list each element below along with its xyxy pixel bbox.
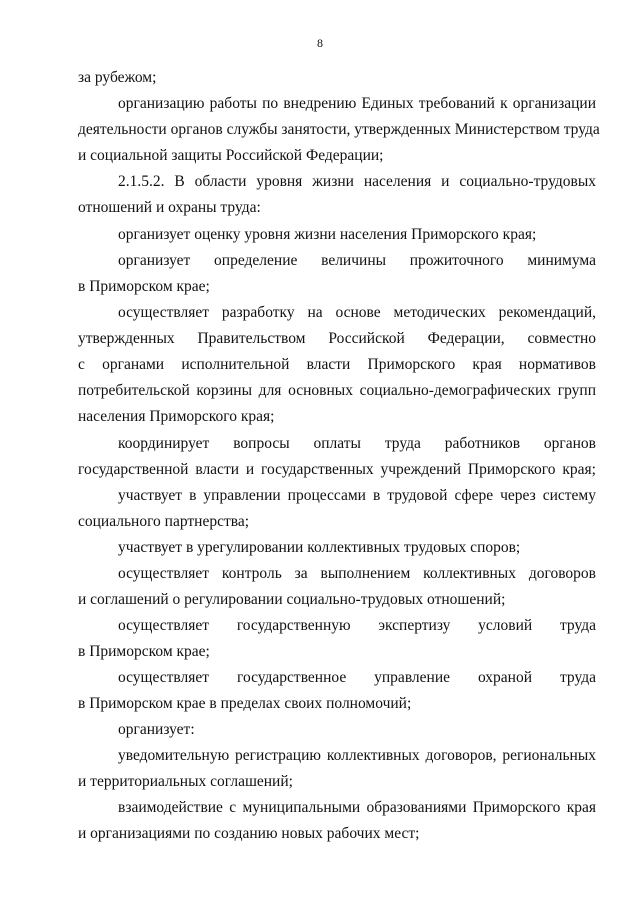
text-line: в Приморском крае; [78,278,210,295]
text-line: государственной власти и государственных учреждений Приморского края; [78,461,596,478]
text-line: деятельности органов службы занятости, утвержденных Министерством труда [78,121,600,138]
text-line: координирует вопросы оплаты труда работников органов [118,435,596,452]
text-line: в Приморском крае в пределах своих полномочий; [78,695,412,712]
text-line: населения Приморского края; [78,408,275,425]
text-line: 2.1.5.2. В области уровня жизни населения и социально-трудовых [118,173,596,190]
text-line: потребительской корзины для основных социально-демографических групп [78,382,596,399]
text-line: осуществляет контроль за выполнением коллективных договоров [118,565,596,582]
text-line: участвует в управлении процессами в трудовой сфере через систему [118,487,596,504]
text-line: организует: [118,721,195,738]
text-line: социального партнерства; [78,513,250,530]
text-line: с органами исполнительной власти Приморского края нормативов [78,356,596,373]
text-line: и социальной защиты Российской Федерации; [78,147,384,164]
text-line: осуществляет государственное управление охраной труда [118,669,596,686]
text-line: утвержденных Правительством Российской Федерации, совместно [78,330,596,347]
text-line: организует оценку уровня жизни населения Приморского края; [118,226,537,243]
text-line: организацию работы по внедрению Единых требований к организации [118,95,596,112]
text-line: осуществляет разработку на основе методических рекомендаций, [118,304,596,321]
text-line: организует определение величины прожиточного минимума [118,252,596,269]
text-line: уведомительную регистрацию коллективных договоров, региональных [118,747,596,764]
text-line: и соглашений о регулировании социально-трудовых отношений; [78,591,506,608]
page-number: 8 [317,36,323,50]
text-line: отношений и охраны труда: [78,199,261,216]
text-line: и организациями по созданию новых рабочих мест; [78,825,420,842]
text-line: участвует в урегулировании коллективных трудовых споров; [118,539,521,556]
text-line: за рубежом; [78,69,157,86]
text-line: осуществляет государственную экспертизу условий труда [118,617,596,634]
text-line: взаимодействие с муниципальными образованиями Приморского края [118,799,596,816]
text-line: в Приморском крае; [78,643,210,660]
text-line: и территориальных соглашений; [78,773,293,790]
